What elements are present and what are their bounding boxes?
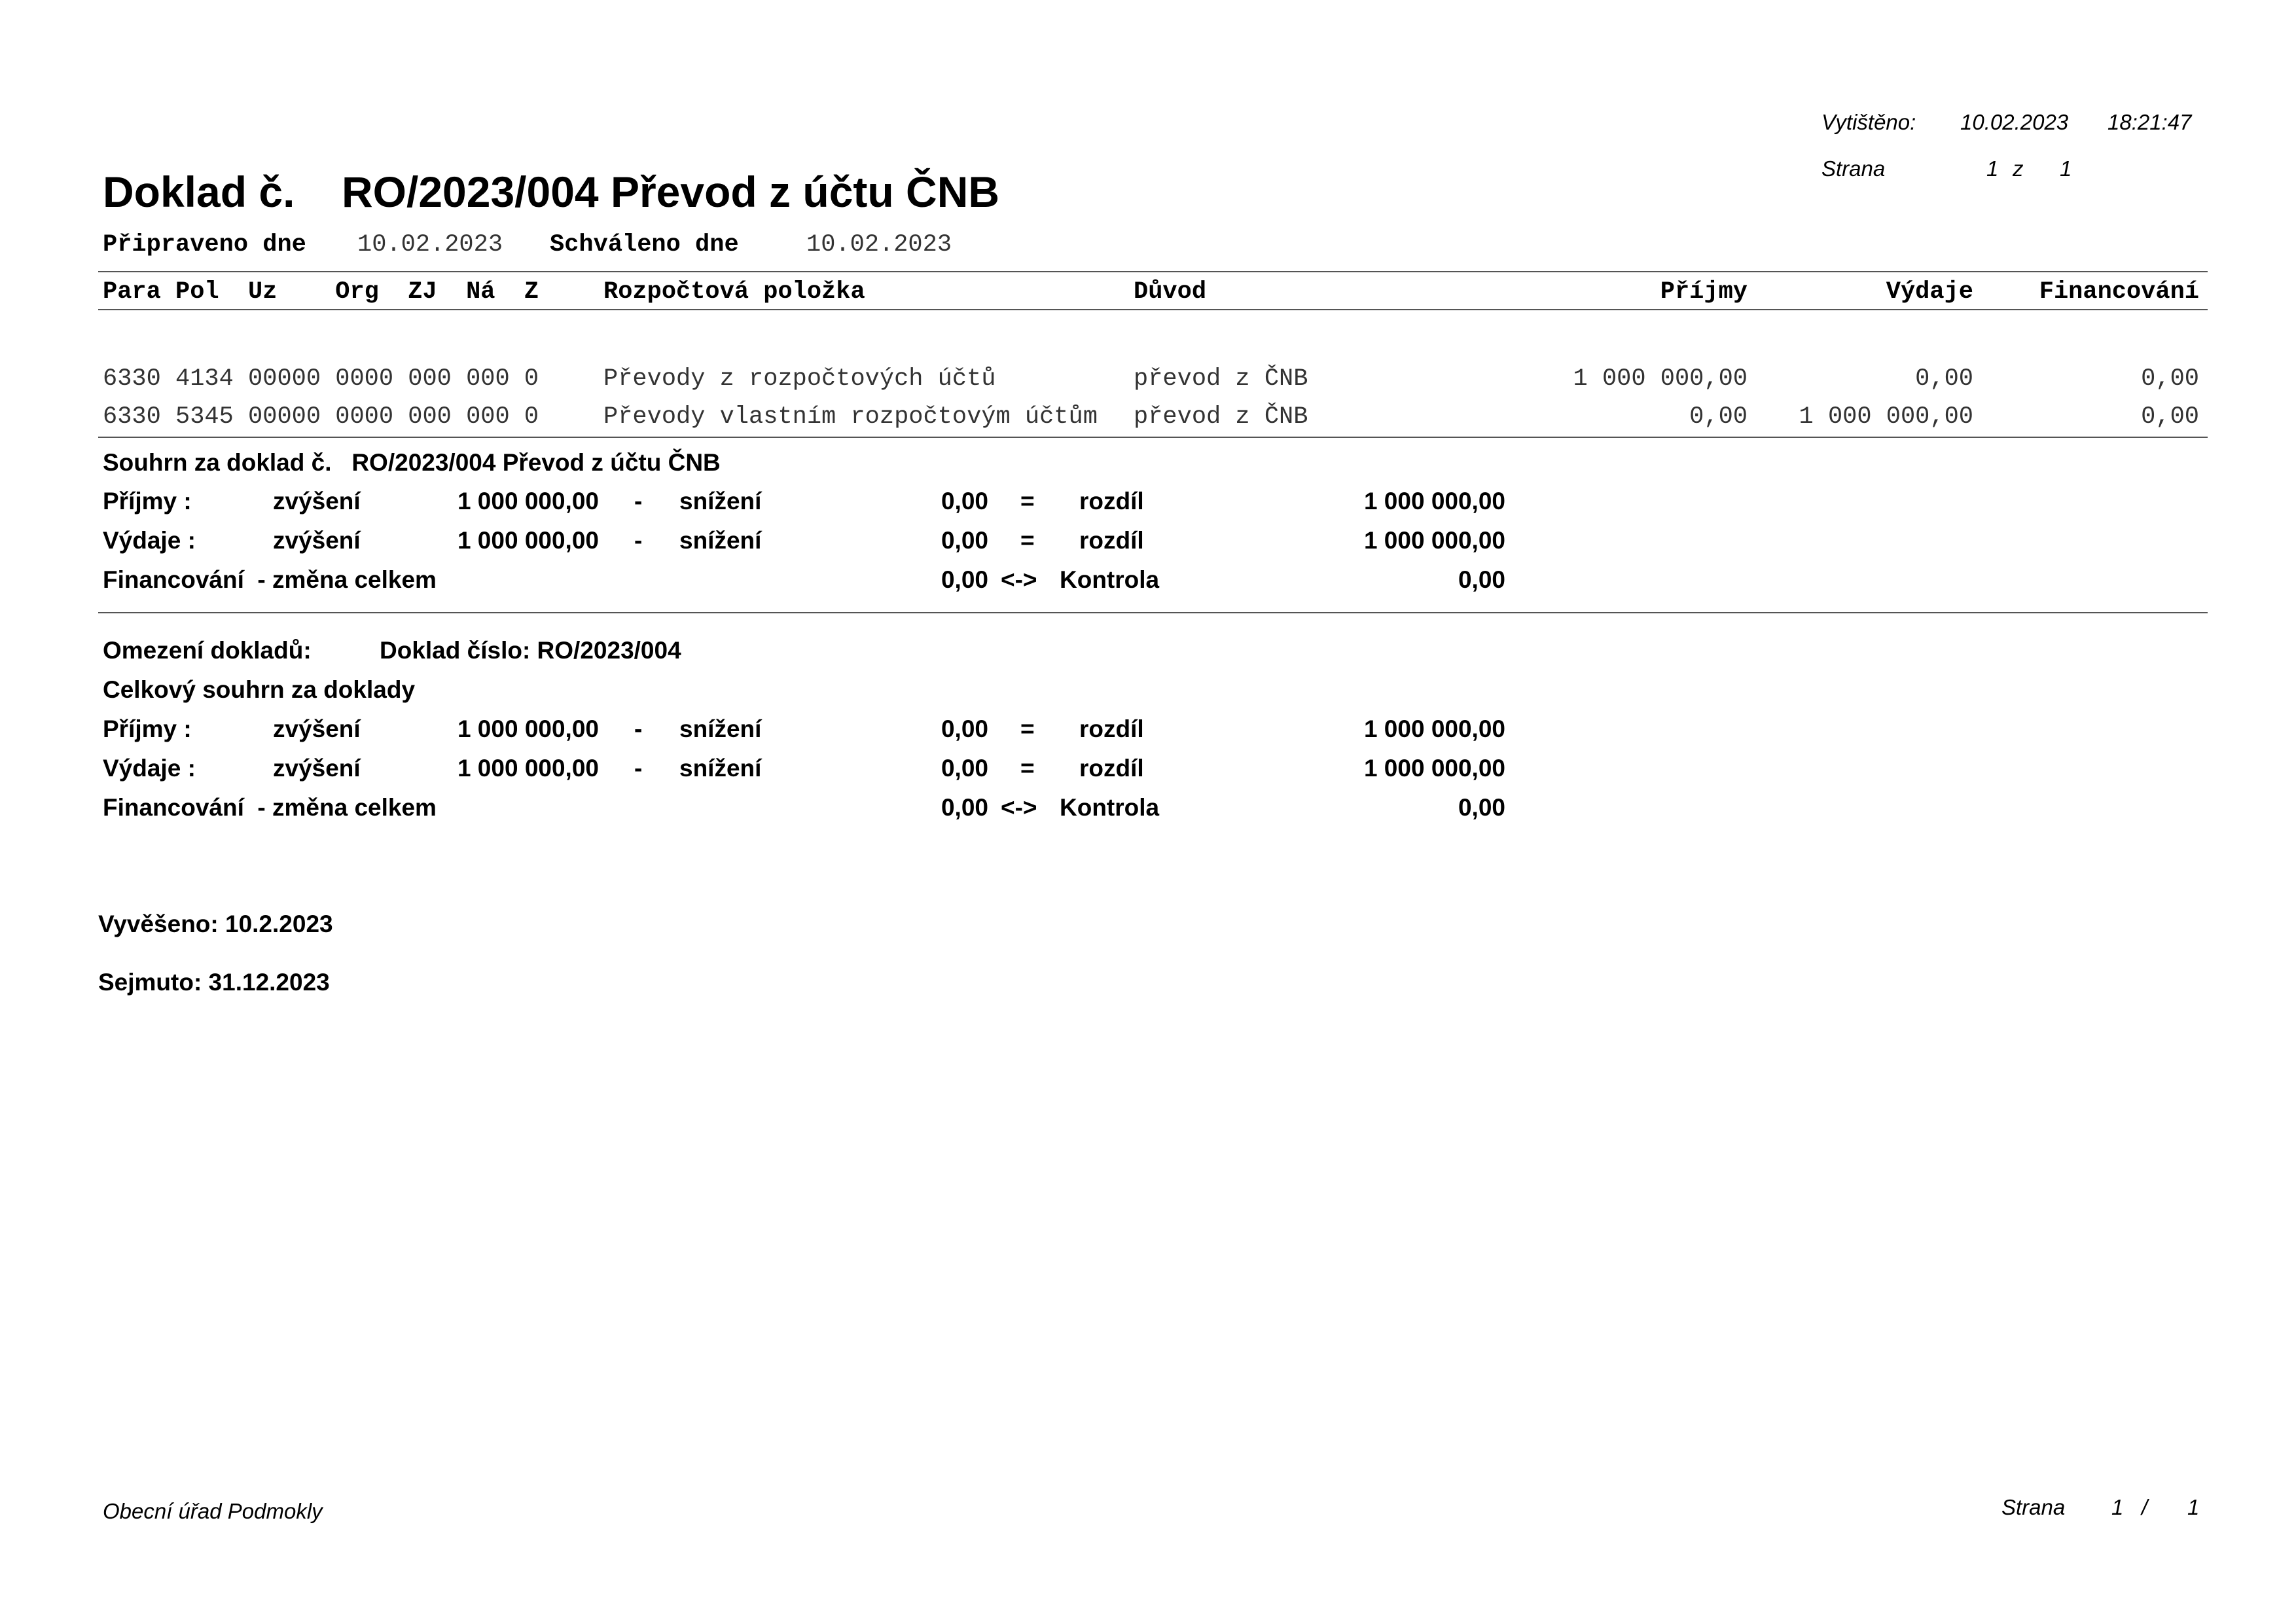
row-item: Převody vlastním rozpočtovým účtům [603,403,1098,431]
line-op1: zvýšení [273,527,361,554]
total-summary-heading: Celkový souhrn za doklady [103,676,416,703]
footer-page-label: Strana [2001,1495,2066,1519]
line-op3: rozdíl [1079,755,1144,782]
summary-bottom-rule [98,612,2208,613]
header-top-rule [98,271,2208,272]
line-v3: 0,00 [1458,566,1505,593]
col-income: Příjmy [1660,278,1748,306]
summary-heading: Souhrn za doklad č. RO/2023/004 Převod z účtu ČNB [103,449,721,476]
line-label: Výdaje : [103,527,196,554]
row-item: Převody z rozpočtových účtů [603,365,996,393]
line-minus: - [634,488,643,514]
line-label: Příjmy : [103,488,192,514]
line-v3: 1 000 000,00 [1363,755,1505,782]
summary-expense-line [103,527,1608,561]
line-minus: - [634,755,643,782]
line-op2: snížení [679,715,762,742]
line-v1: 1 000 000,00 [457,755,599,782]
page-top-sep: z [2013,156,2024,181]
col-expense: Výdaje [1886,278,1973,306]
restriction-value: Doklad číslo: RO/2023/004 [380,637,681,664]
row-reason: převod z ČNB [1134,365,1308,393]
restriction-label: Omezení dokladů: [103,637,312,664]
line-op3: rozdíl [1079,715,1144,742]
line-op2: snížení [679,527,762,554]
line-v2: 0,00 [941,715,988,742]
row-expense: 0,00 [1915,365,1973,393]
posted-date: Vyvěšeno: 10.2.2023 [98,911,333,937]
col-financing: Financování [2039,278,2199,306]
rows-bottom-rule [98,437,2208,438]
doc-title: RO/2023/004 Převod z účtu ČNB [342,168,1000,216]
col-reason: Důvod [1134,278,1207,306]
removed-date: Sejmuto: 31.12.2023 [98,969,330,996]
page-top-current: 1 [1986,156,1999,181]
line-arrow: <-> [1001,566,1037,593]
header-bottom-rule [98,309,2208,310]
line-label: Financování - změna celkem [103,794,437,821]
line-minus: - [634,527,643,554]
printed-date: 10.02.2023 [1960,110,2069,134]
line-v2: 0,00 [941,566,988,593]
line-op2: snížení [679,755,762,782]
line-op1: zvýšení [273,488,361,514]
line-op3: Kontrola [1060,794,1160,821]
line-v2: 0,00 [941,527,988,554]
approved-label: Schváleno dne [550,231,739,259]
total-income-line [103,715,1608,749]
prepared-date: 10.02.2023 [357,231,503,259]
line-v3: 1 000 000,00 [1363,488,1505,514]
row-financing: 0,00 [2141,365,2199,393]
line-eq: = [1020,527,1035,554]
line-label: Příjmy : [103,715,192,742]
footer-page-total: 1 [2187,1495,2200,1519]
line-v2: 0,00 [941,488,988,514]
row-codes: 6330 5345 00000 0000 000 000 0 [103,403,539,431]
line-eq: = [1020,755,1035,782]
line-label: Financování - změna celkem [103,566,437,593]
footer-page-current: 1 [2111,1495,2124,1519]
line-eq: = [1020,488,1035,514]
total-financing-line [103,794,1608,828]
line-op3: Kontrola [1060,566,1160,593]
line-v2: 0,00 [941,794,988,821]
footer-page-sep: / [2142,1495,2148,1519]
line-v3: 1 000 000,00 [1363,715,1505,742]
line-op3: rozdíl [1079,488,1144,514]
page-top-label: Strana [1821,156,1886,181]
row-income: 0,00 [1689,403,1748,431]
page-top-total: 1 [2060,156,2072,181]
col-codes: Para Pol Uz Org ZJ Ná Z [103,278,539,306]
line-op2: snížení [679,488,762,514]
total-expense-line [103,755,1608,789]
line-minus: - [634,715,643,742]
row-reason: převod z ČNB [1134,403,1308,431]
prepared-label: Připraveno dne [103,231,306,259]
footer-org: Obecní úřad Podmokly [103,1499,323,1523]
row-expense: 1 000 000,00 [1799,403,1973,431]
line-label: Výdaje : [103,755,196,782]
line-v3: 1 000 000,00 [1363,527,1505,554]
col-item: Rozpočtová položka [603,278,865,306]
line-v1: 1 000 000,00 [457,527,599,554]
line-eq: = [1020,715,1035,742]
line-op1: zvýšení [273,755,361,782]
row-income: 1 000 000,00 [1573,365,1748,393]
summary-financing-line [103,566,1608,600]
line-v2: 0,00 [941,755,988,782]
line-v3: 0,00 [1458,794,1505,821]
line-op1: zvýšení [273,715,361,742]
summary-income-line [103,488,1608,522]
line-v1: 1 000 000,00 [457,488,599,514]
approved-date: 10.02.2023 [806,231,952,259]
doc-title-label: Doklad č. [103,168,295,216]
line-op3: rozdíl [1079,527,1144,554]
row-financing: 0,00 [2141,403,2199,431]
line-v1: 1 000 000,00 [457,715,599,742]
printed-label: Vytištěno: [1821,110,1916,134]
line-arrow: <-> [1001,794,1037,821]
printed-time: 18:21:47 [2108,110,2192,134]
row-codes: 6330 4134 00000 0000 000 000 0 [103,365,539,393]
